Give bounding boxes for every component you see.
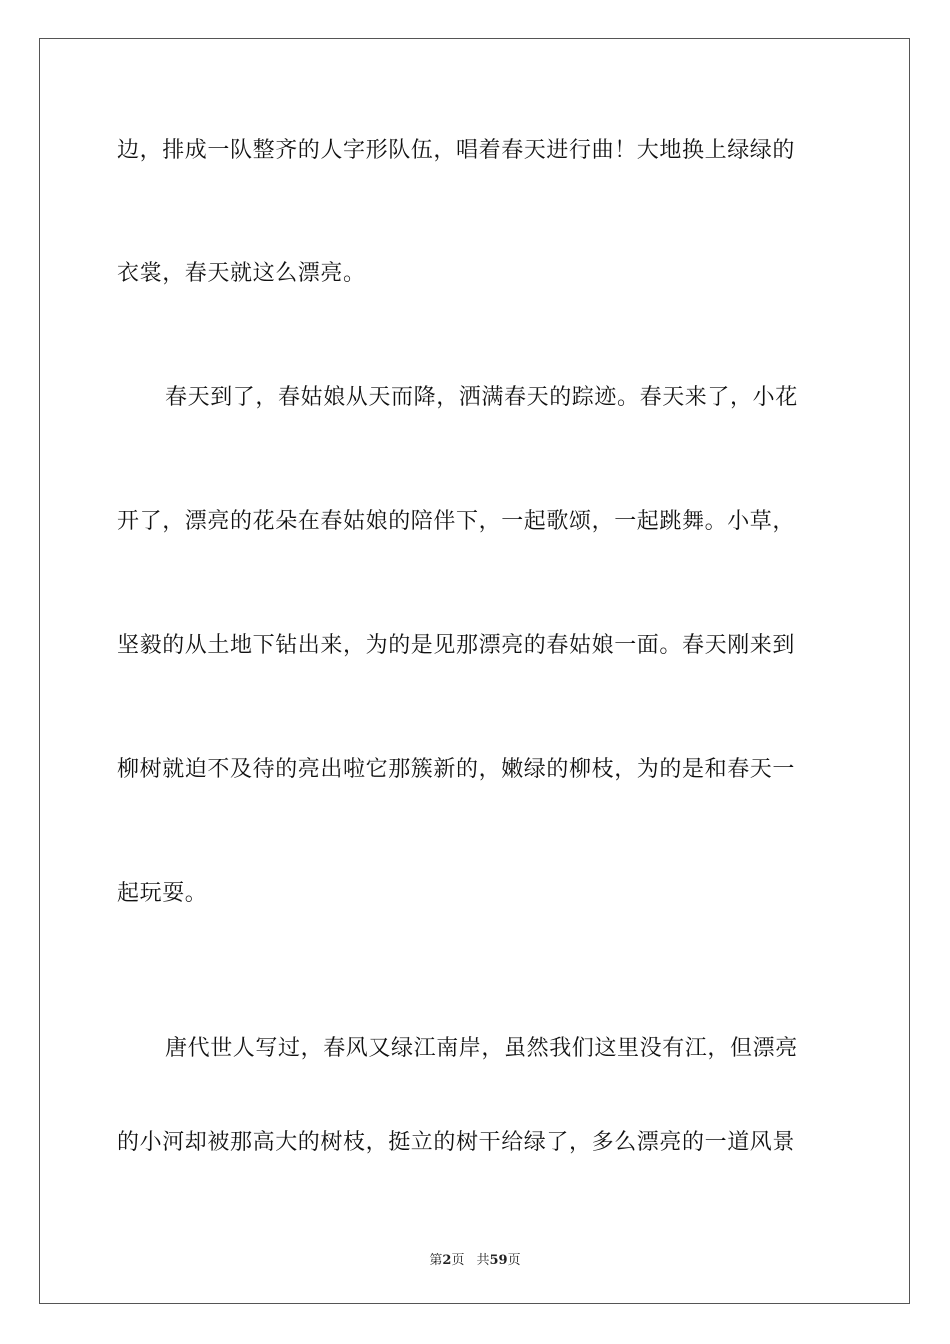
- text-line: 春天到了，春姑娘从天而降，洒满春天的踪迹。春天来了，小花: [165, 385, 798, 410]
- text-line: 的小河却被那高大的树枝，挺立的树干给绿了，多么漂亮的一道风景: [117, 1130, 796, 1155]
- page-suffix: 页: [451, 1253, 465, 1268]
- total-suffix: 页: [507, 1253, 521, 1268]
- text-line: 起玩耍。: [117, 881, 208, 906]
- text-line: 坚毅的从土地下钻出来，为的是见那漂亮的春姑娘一面。春天刚来到: [117, 633, 796, 658]
- text-line: 开了，漂亮的花朵在春姑娘的陪伴下，一起歌颂，一起跳舞。小草，: [117, 509, 796, 534]
- text-line: 边，排成一队整齐的人字形队伍，唱着春天进行曲！大地换上绿绿的: [117, 138, 796, 163]
- text-line: 柳树就迫不及待的亮出啦它那簇新的，嫩绿的柳枝，为的是和春天一: [117, 757, 796, 782]
- text-line: 唐代世人写过，春风又绿江南岸，虽然我们这里没有江，但漂亮: [165, 1036, 798, 1061]
- total-prefix: 共: [476, 1253, 490, 1268]
- page-border: [39, 38, 910, 1304]
- page-number: 2: [442, 1253, 452, 1268]
- page-prefix: 第: [429, 1253, 443, 1268]
- page-footer: [0, 1249, 950, 1268]
- text-line: 衣裳，春天就这么漂亮。: [117, 261, 366, 286]
- total-pages: 59: [489, 1253, 508, 1268]
